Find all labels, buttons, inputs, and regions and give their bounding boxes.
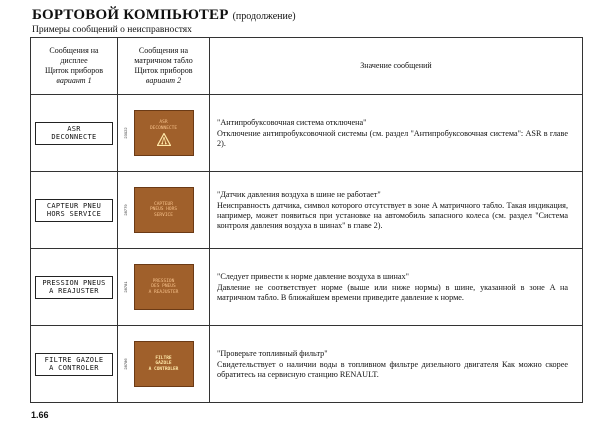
lcd-line: A CONTROLER <box>49 364 99 372</box>
messages-table <box>30 37 583 403</box>
message-quote: "Датчик давления воздуха в шине не работает" <box>217 189 381 199</box>
matrix-panel <box>134 110 194 156</box>
panel-line: PNEUS HORS <box>149 207 178 213</box>
lcd-line: FILTRE GAZOLE <box>44 356 104 364</box>
lcd-cell <box>31 95 118 172</box>
lcd-cell <box>31 249 118 326</box>
header-line: Сообщения на <box>138 46 189 55</box>
figure-code: 23022 <box>123 127 129 139</box>
lcd-display <box>35 276 113 299</box>
message-text: Давление не соответствует норме (выше или ниже нормы) в шине, указанной в зоне A на матричном табло. В ближайшем времени приведите давление к норме. <box>217 282 568 302</box>
page-title: БОРТОВОЙ КОМПЬЮТЕР (продолжение) <box>32 7 296 23</box>
table-header-row <box>31 38 583 95</box>
lcd-cell <box>31 326 118 403</box>
message-text: Неисправность датчика, символ которого отсутствует в зоне A матричного табло. Такая индикация, например, может появиться при установке на автомобиль запасного колеса (см. раздел "Система контроля давления воздуха в шинах" в главе 2). <box>217 200 568 230</box>
header-line: вариант 1 <box>56 76 92 85</box>
message-text: Свидетельствует о наличии воды в топливном фильтре дизельного двигателя Как можно скорее обратитесь на сервисную станцию RENAULT. <box>217 359 568 379</box>
lcd-display <box>35 199 113 222</box>
panel-line: FILTRE <box>155 355 172 361</box>
panel-line: PRESSION <box>152 278 175 284</box>
figure-code: 28786 <box>123 358 129 370</box>
title-suffix: (продолжение) <box>232 11 296 22</box>
panel-cell <box>118 95 210 172</box>
header-line: Щиток приборов <box>44 66 104 75</box>
panel-line: A CONTROLER <box>148 366 179 372</box>
lcd-line: DECONNECTE <box>51 133 97 141</box>
panel-line: A REAJUSTER <box>148 289 179 295</box>
header-line: Сообщения на <box>49 46 99 55</box>
message-quote: "Проверьте топливный фильтр" <box>217 348 328 358</box>
panel-line: GAZOLE <box>155 361 172 367</box>
table-row <box>31 95 583 172</box>
panel-cell <box>118 172 210 249</box>
lcd-line: A REAJUSTER <box>49 287 99 295</box>
panel-line: DECONNECTE <box>149 125 178 131</box>
panel-cell <box>118 249 210 326</box>
matrix-panel <box>134 264 194 310</box>
page-header <box>32 6 296 35</box>
meaning-cell <box>210 172 583 249</box>
lcd-display <box>35 122 113 145</box>
figure-code: 28781 <box>123 281 129 293</box>
figure-code: 28779 <box>123 204 129 216</box>
matrix-panel <box>134 341 194 387</box>
panel-cell <box>118 326 210 403</box>
header-line: матричном табло <box>134 56 193 65</box>
lcd-cell <box>31 172 118 249</box>
panel-line: SERVICE <box>154 212 173 218</box>
header-line: Щиток приборов <box>134 66 193 75</box>
lcd-line: PRESSION PNEUS <box>42 279 106 287</box>
page-subtitle: Примеры сообщений о неисправностях <box>32 25 192 35</box>
matrix-panel <box>134 187 194 233</box>
meaning-cell <box>210 249 583 326</box>
panel-line: ASR <box>159 120 168 125</box>
column-header-matrix <box>118 38 210 95</box>
lcd-line: ASR <box>67 125 81 133</box>
panel-line: DES PNEUS <box>151 284 176 290</box>
column-header-display <box>31 38 118 95</box>
asr-warning-icon <box>157 133 171 146</box>
panel-line: CAPTEUR <box>154 201 173 207</box>
lcd-line: CAPTEUR PNEU <box>46 202 102 210</box>
page-number: 1.66 <box>31 410 49 420</box>
table-row <box>31 172 583 249</box>
message-quote: "Следует привести к норме давление воздуха в шинах" <box>217 271 409 281</box>
lcd-line: HORS SERVICE <box>46 210 102 218</box>
meaning-cell <box>210 95 583 172</box>
lcd-display <box>35 353 113 376</box>
header-line: вариант 2 <box>145 76 182 85</box>
table-row <box>31 249 583 326</box>
table-row <box>31 326 583 403</box>
header-line: дисплее <box>60 56 88 65</box>
message-text: Отключение антипробуксовочной системы (см. раздел "Антипробуксовочная система": ASR в главе 2). <box>217 128 568 148</box>
column-header-meaning: Значение сообщений <box>210 38 583 95</box>
meaning-cell <box>210 326 583 403</box>
message-quote: "Антипробуксовочная система отключена" <box>217 117 367 127</box>
